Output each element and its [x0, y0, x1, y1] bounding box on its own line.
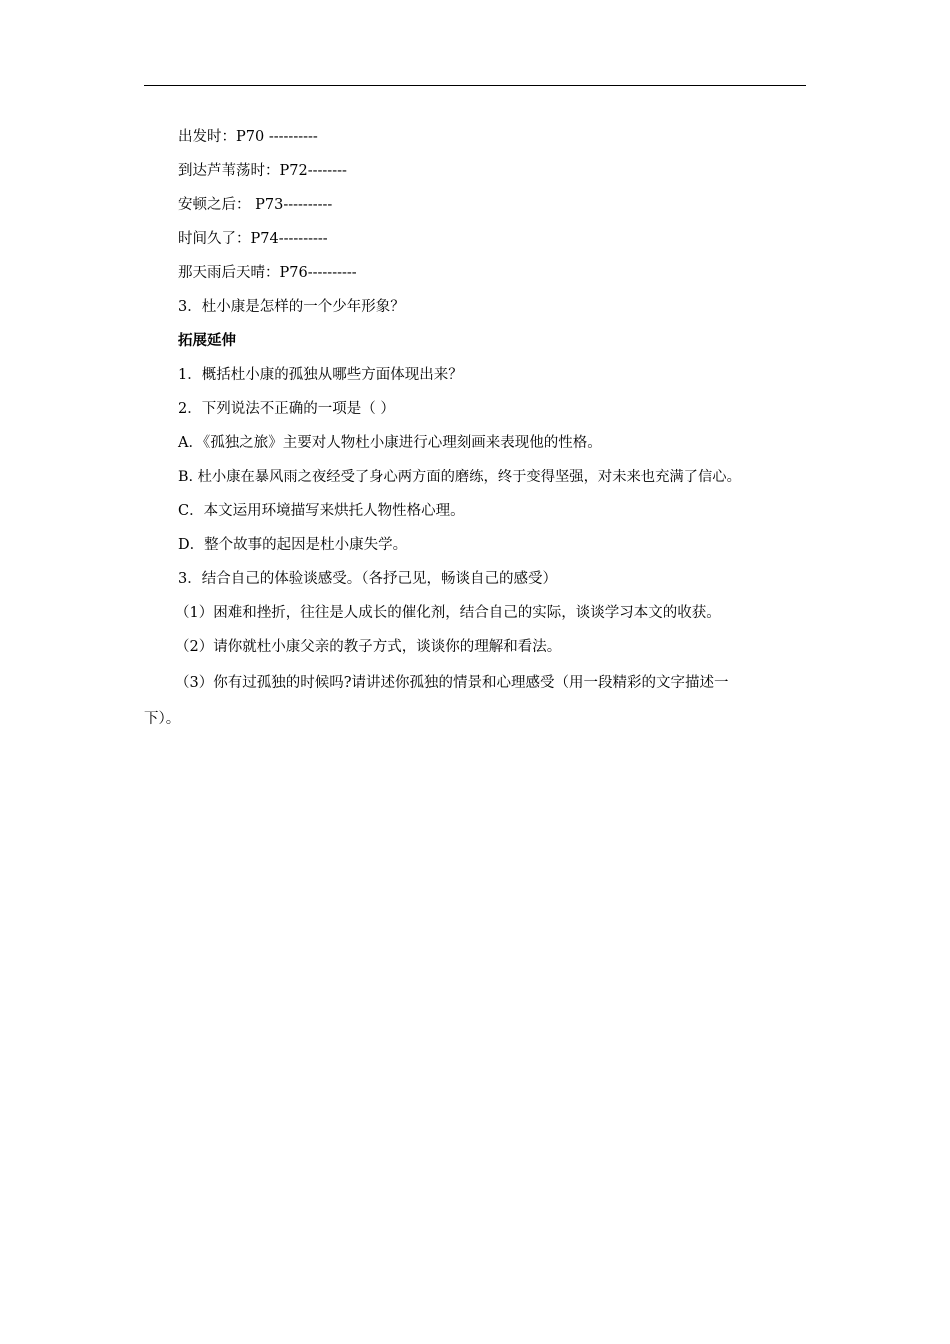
- header-rule: [144, 85, 806, 86]
- text-line-long-time: 时间久了：P74----------: [178, 231, 328, 247]
- extension-question-1: 1．概括杜小康的孤独从哪些方面体现出来？: [178, 367, 463, 383]
- extension-question-3: 3．结合自己的体验谈感受。（各抒己见，畅谈自己的感受）: [178, 571, 557, 587]
- option-a: A．《孤独之旅》主要对人物杜小康进行心理刻画来表现他的性格。: [178, 435, 602, 451]
- option-b: B. 杜小康在暴风雨之夜经受了身心两方面的磨练，终于变得坚强，对未来也充满了信心。: [178, 469, 741, 485]
- option-d: D．整个故事的起因是杜小康失学。: [178, 537, 408, 553]
- question-3-image: 3．杜小康是怎样的一个少年形象？: [178, 299, 405, 315]
- section-heading-extension: 拓展延伸: [178, 332, 236, 349]
- text-line-reed-marsh: 到达芦苇荡时：P72--------: [178, 163, 347, 179]
- extension-question-2: 2．下列说法不正确的一项是（ ）: [178, 401, 395, 417]
- text-line-after-rain: 那天雨后天晴：P76----------: [178, 265, 357, 281]
- text-line-departure: 出发时：P70 ----------: [178, 129, 318, 145]
- sub-question-1: （1）困难和挫折，往往是人成长的催化剂，结合自己的实际，谈谈学习本文的收获。: [175, 605, 721, 621]
- sub-question-3-continuation: 下）。: [144, 711, 181, 727]
- sub-question-2: （2）请你就杜小康父亲的教子方式，谈谈你的理解和看法。: [175, 639, 562, 655]
- option-c: C．本文运用环境描写来烘托人物性格心理。: [178, 503, 465, 519]
- sub-question-3: （3）你有过孤独的时候吗?请讲述你孤独的情景和心理感受（用一段精彩的文字描述一: [175, 675, 729, 691]
- text-line-settled: 安顿之后： P73----------: [178, 197, 333, 213]
